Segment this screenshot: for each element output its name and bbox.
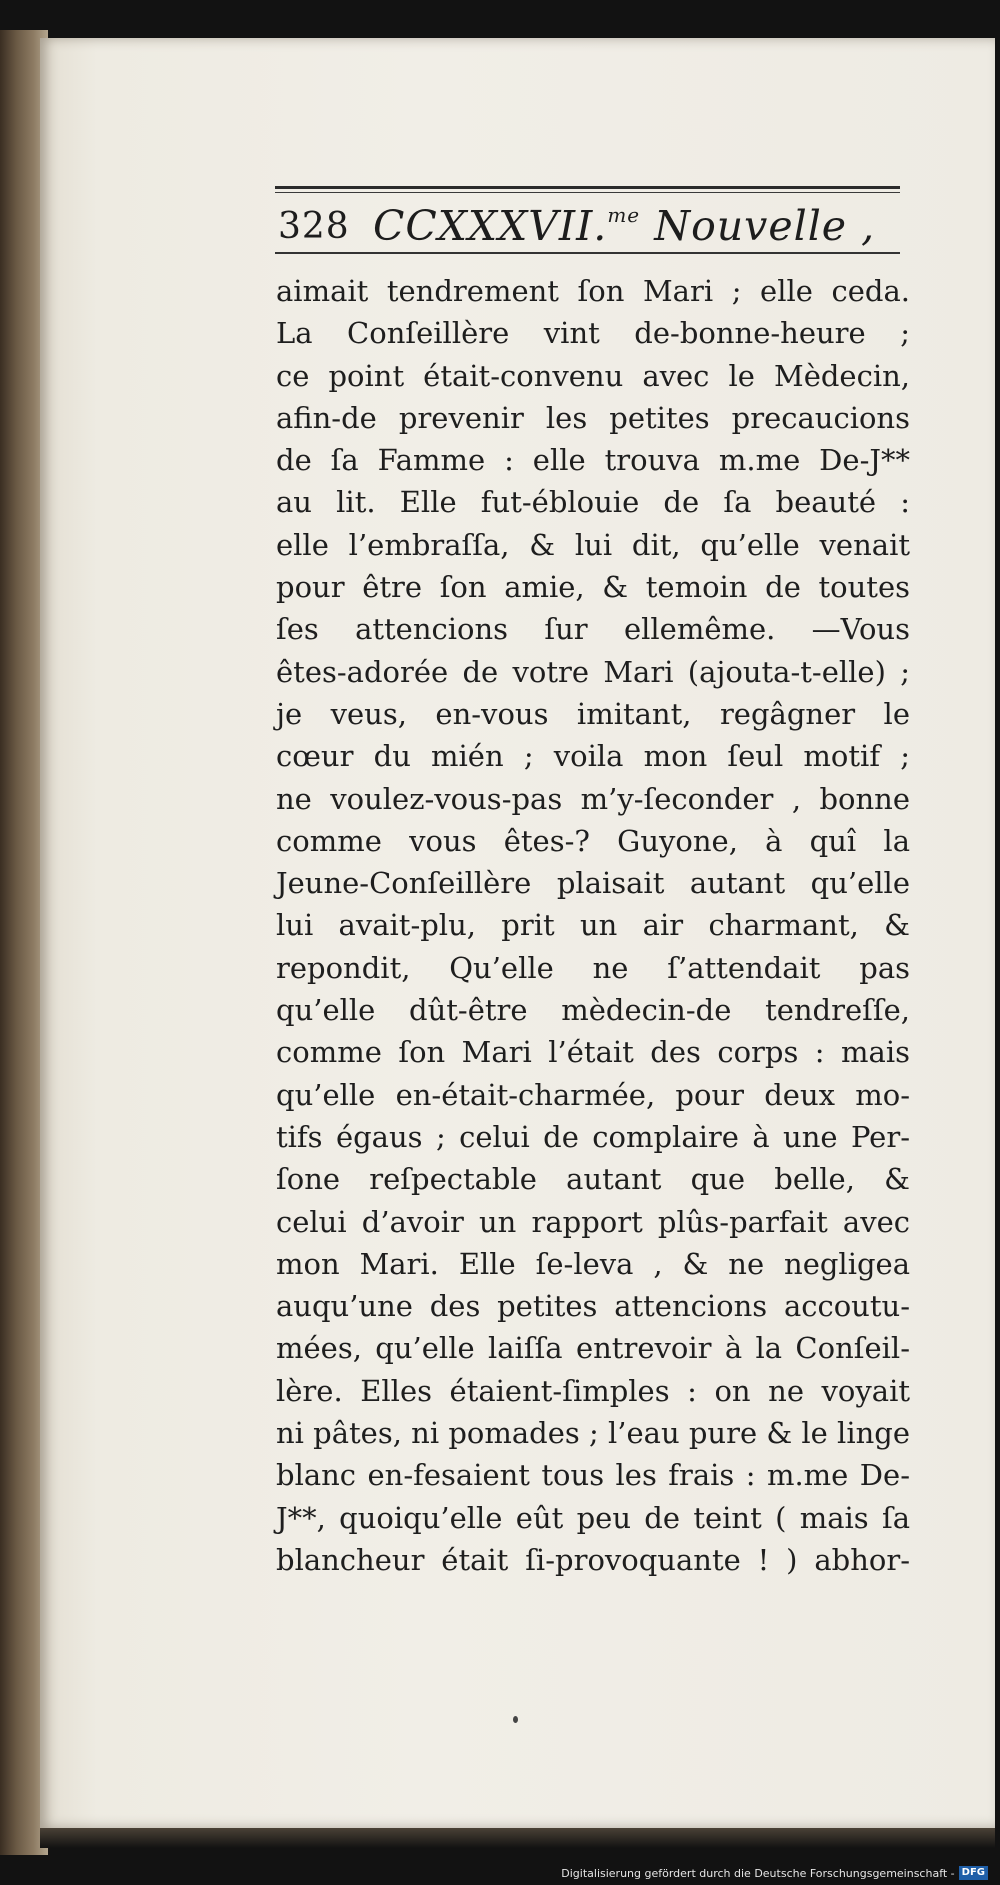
text-line: comme ſon Mari l’était des corps : mais (276, 1035, 910, 1070)
text-line: elle l’embraſſa, & lui dit, qu’elle venait (276, 527, 910, 562)
header-rule-top (275, 186, 900, 189)
text-line: mées, qu’elle laiſſa entrevoir à la Conſeil- (276, 1331, 910, 1366)
running-title-word: Nouvelle , (640, 202, 876, 250)
text-line: tifs égaus ; celui de complaire à une Per- (276, 1119, 910, 1154)
text-line: qu’elle dût-être mèdecin-de tendreſſe, (276, 993, 910, 1028)
header-rule-bottom (275, 252, 900, 254)
dfg-logo-icon: DFG (959, 1866, 988, 1880)
text-line: repondit, Qu’elle ne ſ’attendait pas (276, 950, 910, 985)
text-line: celui d’avoir un rapport plûs-parfait avec (276, 1204, 910, 1239)
text-line: cœur du mién ; voila mon ſeul motif ; (276, 739, 910, 774)
header-rule-top-thin (275, 192, 900, 193)
running-title (373, 202, 875, 250)
text-line: ni pâtes, ni pomades ; l’eau pure & le linge (276, 1416, 910, 1451)
text-line: êtes-adorée de votre Mari (ajouta-t-elle) ; (276, 654, 910, 689)
credit-text: Digitalisierung gefördert durch die Deutsche Forschungsgemeinschaft - (561, 1866, 955, 1880)
text-line: je veus, en-vous imitant, regâgner le (276, 696, 910, 731)
running-title-numeral: CCXXXVII. (373, 202, 608, 250)
text-line: qu’elle en-était-charmée, pour deux mo- (276, 1077, 910, 1112)
text-line: afin-de prevenir les petites precaucions (276, 400, 910, 435)
text-line: La Conſeillère vint de-bonne-heure ; (276, 316, 910, 351)
text-line: blancheur était ſi-provoquante ! ) abhor- (276, 1542, 910, 1577)
text-line: mon Mari. Elle ſe-leva , & ne negligea (276, 1246, 910, 1281)
text-line: lère. Elles étaient-ſimples : on ne voyait (276, 1373, 910, 1408)
body-text (276, 270, 910, 1581)
text-line: pour être ſon amie, & temoin de toutes (276, 570, 910, 605)
text-line: au lit. Elle fut-éblouie de ſa beauté : (276, 485, 910, 520)
text-line: auqu’une des petites attencions accoutu- (276, 1289, 910, 1324)
page-bottom-shadow (40, 1828, 995, 1848)
text-line: ne voulez-vous-pas m’y-ſeconder , bonne (276, 781, 910, 816)
text-line: aimait tendrement ſon Mari ; elle ceda. (276, 274, 910, 308)
page-number: 328 (278, 206, 350, 247)
paper-speck (513, 1716, 518, 1723)
text-line: de ſa Famme : elle trouva m.me De-J** (276, 443, 910, 478)
text-line: Jeune-Conſeillère plaisait autant qu’elle (276, 866, 910, 901)
text-line: lui avait-plu, prit un air charmant, & (276, 908, 910, 943)
page-header (278, 196, 898, 252)
running-title-superscript: me (607, 203, 641, 227)
text-line: comme vous êtes-? Guyone, à quî la (276, 823, 910, 858)
text-line: blanc en-fesaient tous les frais : m.me De- (276, 1458, 910, 1493)
text-line: ſes attencions ſur ellemême. —Vous (276, 612, 910, 647)
text-line: ſone reſpectable autant que belle, & (276, 1162, 910, 1197)
text-line: J**, quoiqu’elle eût peu de teint ( mais ſa (276, 1500, 910, 1535)
text-line: ce point était-convenu avec le Mèdecin, (276, 358, 910, 393)
digitization-credit (561, 1866, 988, 1880)
